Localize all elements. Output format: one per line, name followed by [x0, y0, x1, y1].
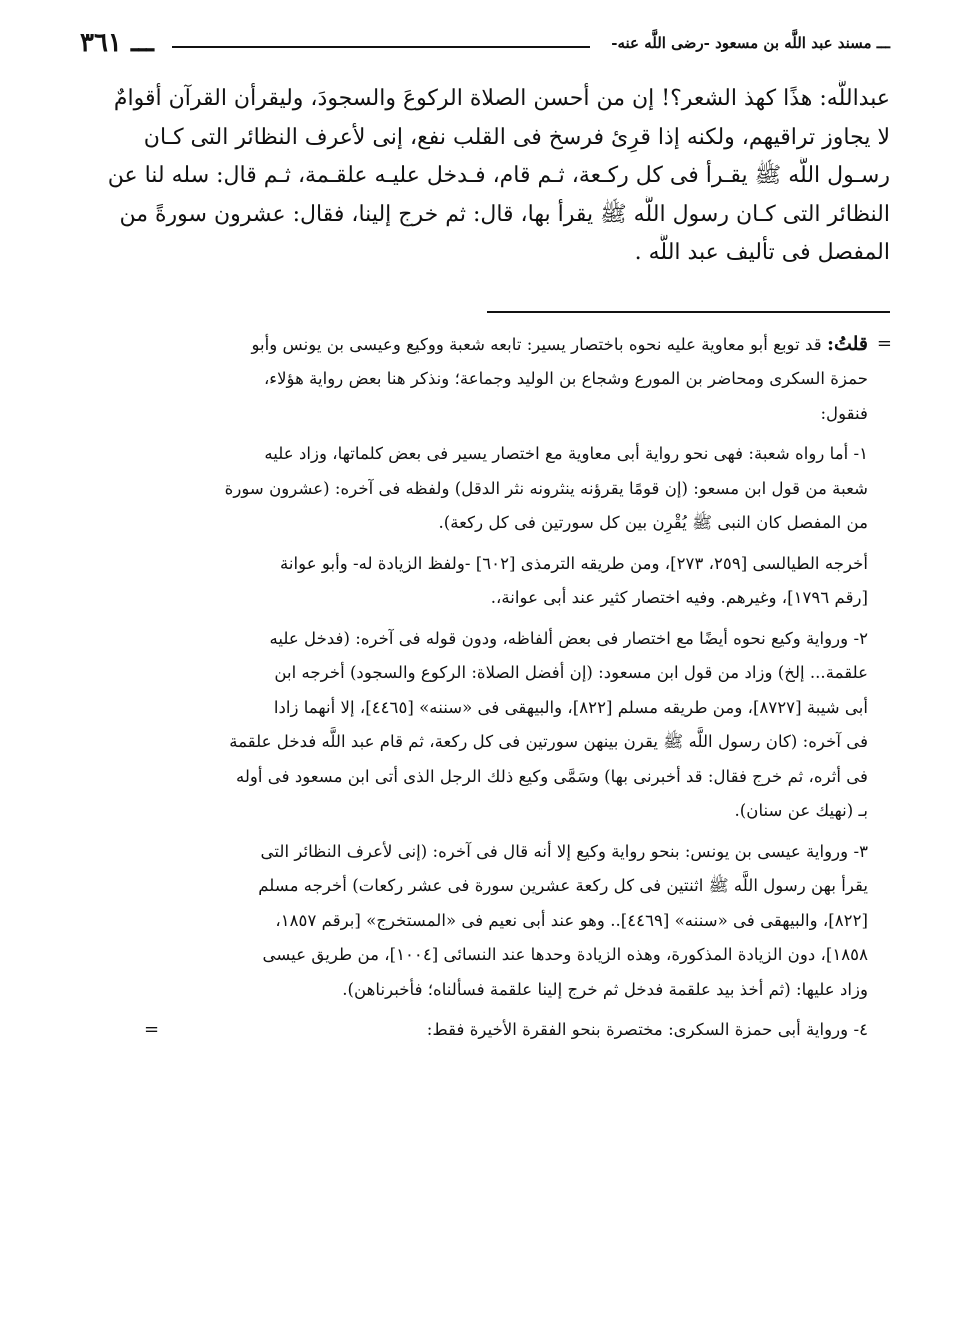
qult-label: قلتُ: [826, 332, 868, 355]
footnote-paragraph-1b [80, 547, 890, 616]
footnote-line: حمزة السكرى ومحاضر بن المورع وشجاع بن الوليد وجماعة؛ ونذكر هنا بعض رواية هؤلاء، [263, 369, 868, 388]
continuation-marker-end: = [144, 1019, 160, 1040]
footnote-paragraph-2 [80, 622, 890, 829]
main-text-line: المفصل فى تأليف عبد اللَّه . [634, 240, 890, 265]
footnote-line: من المفصل كان النبى ﷺ يُقْرِن بين كل سورتين فى كل ركعة). [438, 513, 868, 532]
main-text-line: لا يجاوز تراقيهم، ولكنه إذا قرِئ فرسخ فى القلب نفع، إنى لأعرف النظائر التى كـان [143, 124, 890, 150]
footnote-line: وزاد عليها: (ثم أخذ بيد علقمة فدخل ثم خرج إلينا علقمة فسألناه؛ فأخبرناهن). [342, 979, 868, 999]
footnote-line: فى آخره: (كان رسول اللَّه ﷺ يقرن بينهن سورتين فى كل ركعة، ثم قام عبد اللَّه فدخل علقمة [229, 732, 868, 751]
continuation-marker-start: = [876, 332, 892, 354]
footnote-paragraph-4 [80, 1013, 890, 1048]
main-text-line: عبداللَّه: هذًا كهذ الشعر؟! إن من أحسن الصلاة الركوعَ والسجودَ، وليقرأن القرآن أقوامٌ [113, 86, 890, 111]
footnote-line: شعبة من قول ابن مسعو: (إن قومًا يقرؤنه ينثرونه نثر الدقل) ولفظه فى آخره: (عشرون سورة [224, 478, 868, 498]
footnote-line: [رقم ١٧٩٦]، وغيرهم. وفيه اختصار كثير عند أبى عوانة،. [490, 588, 868, 607]
footnote-line: ٢- ورواية وكيع نحوه أيضًا مع اختصار فى بعض ألفاظه، ودون قوله فى آخره: (فدخل عليه [269, 628, 868, 648]
header-title: ـــ مسند عبد اللَّه بن مسعود -رضى اللَّه عنه- [611, 34, 890, 52]
footnote-line: ١٨٥٨]، دون الزيادة المذكورة، وهذه الزيادة وحدها عند النسائى [١٠٠٤]، من طريق عيسى [262, 945, 868, 964]
main-text-line: النظائر التى كـان رسول اللَّه ﷺ يقرأ بها، قال: ثم خرج إلينا، فقال: عشرون سورةً من [119, 201, 890, 227]
footnote-line: ٤- ورواية أبى حمزة السكرى: مختصرة بنحو الفقرة الأخيرة فقط: [426, 1020, 868, 1039]
footnote-line: علقمة... إلخ) وزاد من قول ابن مسعود: (إن أفضل الصلاة: الركوع والسجود) أخرجه ابن [274, 663, 868, 682]
footnote-line [80, 327, 890, 363]
page-number: ـــ ٣٦١ [80, 28, 154, 58]
main-text [80, 80, 890, 273]
footnote-line-text: قد توبع أبو معاوية عليه نحوه باختصار يسير: تابعه شعبة ووكيع وعيسى بن يونس وأبو [251, 334, 822, 354]
header-rule [172, 46, 590, 48]
footnote-line: بـ (نهيك عن سنان). [734, 801, 868, 820]
footnote-paragraph-3 [80, 835, 890, 1008]
footnotes [80, 327, 890, 1048]
main-text-line: رسـول اللَّه ﷺ يقـرأ فى كل ركـعة، ثـم قام، فـدخل عليـه علقـمة، ثـم قال: سله لنا عن [107, 163, 890, 188]
footnote-intro [80, 327, 890, 432]
footnote-line: ٣- ورواية عيسى بن يونس: بنحو رواية وكيع إلا أنه قال فى آخره: (إنى لأعرف النظائر التى [260, 841, 868, 861]
footnote-line: ١- أما رواه شعبة: فهى نحو رواية أبى معاوية مع اختصار يسير فى بعض كلماتها، وزاد عليه [264, 444, 868, 463]
footnote-separator [487, 311, 890, 313]
footnote-line: فى أثره، ثم خرج فقال: قد أخبرنى بها) وسَمَّى وكيع ذلك الرجل الذى أتى ابن مسعود فى أوله [235, 766, 868, 786]
book-page [80, 30, 890, 1054]
footnote-line: فنقول: [820, 403, 868, 423]
footnote-paragraph-1 [80, 437, 890, 541]
footnote-line: أبى شيبة [٨٧٢٧]، ومن طريقه مسلم [٨٢٢]، والبيهقى فى «سننه» [٤٤٦٥]، إلا أنهما زادا [273, 697, 868, 717]
running-header [80, 30, 890, 64]
footnote-line: يقرأ بهن رسول اللَّه ﷺ اثنتين فى كل ركعة عشرين سورة فى عشر ركعات) أخرجه مسلم [258, 876, 868, 895]
footnote-line: أخرجه الطيالسى [٢٥٩، ٢٧٣]، ومن طريقه الترمذى [٦٠٢] -ولفظ الزيادة له- وأبو عوانة [280, 553, 868, 573]
footnote-line: [٨٢٢]، والبيهقى فى «سننه» [٤٤٦٩].. وهو عند أبى نعيم فى «المستخرج» [برقم ١٨٥٧، [275, 910, 868, 930]
